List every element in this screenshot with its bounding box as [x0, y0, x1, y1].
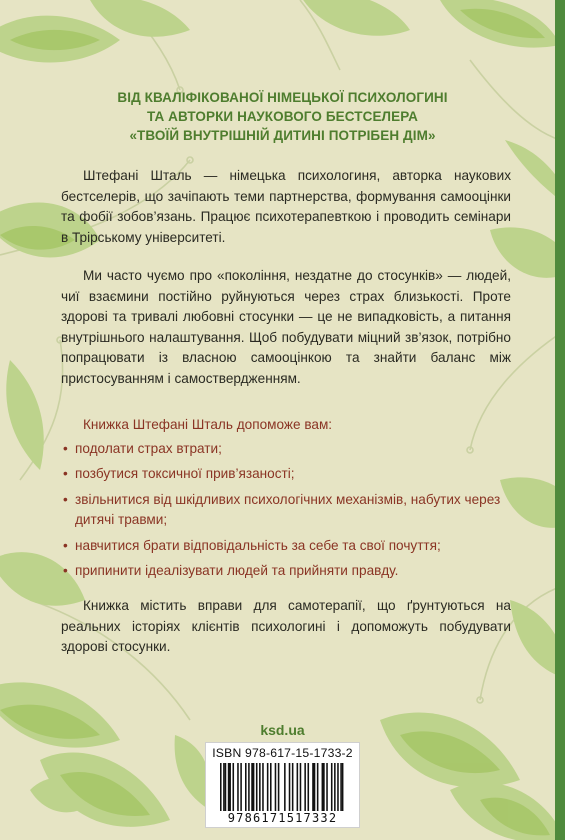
barcode-bar — [331, 763, 333, 811]
barcode-bar — [256, 763, 258, 811]
isbn-label: ISBN 978-617-15-1733-2 — [212, 746, 353, 760]
barcode-bar — [278, 763, 280, 811]
publisher-site-link[interactable]: ksd.ua — [260, 722, 305, 738]
barcode-bar — [259, 763, 261, 811]
barcode-bars — [220, 763, 345, 811]
barcode-bar — [304, 763, 306, 811]
benefits-intro: Книжка Штефані Шталь допоможе вам: — [83, 417, 333, 432]
barcode-bar — [270, 763, 272, 811]
barcode-bar — [225, 763, 227, 811]
barcode-bar — [262, 763, 264, 811]
barcode-bar — [237, 763, 239, 811]
barcode-bar — [275, 763, 277, 811]
bullet-icon: • — [63, 491, 68, 507]
barcode-bar — [240, 763, 242, 811]
list-item: • навчитися брати відповідальність за себе та свої почуття; — [61, 536, 516, 557]
barcode-bar — [289, 763, 291, 811]
barcode-bar — [337, 763, 339, 811]
barcode-bar — [340, 763, 342, 811]
barcode-bar — [284, 763, 286, 811]
barcode-bar — [312, 763, 315, 811]
barcode-bar — [228, 763, 231, 811]
list-item: • звільнитися від шкідливих психологічних механізмів, набутих через дитячі травми; — [63, 491, 501, 527]
benefits-list — [61, 439, 516, 582]
barcode-bar — [334, 763, 336, 811]
barcode-bar — [300, 763, 302, 811]
barcode-bar — [297, 763, 299, 811]
barcode-bar — [322, 763, 325, 811]
barcode-bar — [326, 763, 328, 811]
barcode-bar — [245, 763, 247, 811]
barcode-number: 9786171517332 — [227, 811, 338, 825]
bullet-icon: • — [63, 563, 68, 578]
list-item: • припинити ідеалізувати людей та прийняти правду. — [61, 561, 516, 582]
headline-line-2: ТА АВТОРКИ НАУКОВОГО БЕСТСЕЛЕРА — [146, 109, 419, 124]
barcode-bar — [342, 763, 344, 811]
barcode-bar — [223, 763, 225, 811]
intro-paragraph: Ми часто чуємо про «покоління, нездатне до стосунків» — людей, чиї взаємини постійно руйнуються через страх близькості. Проте здорові та тривалі любовні стосунки — це не випадковість, а питання внутрішнього налаштування. Щоб побудувати міцний зв’язок, потрібно попрацювати із власною самооцінкою та знайти баланс між пристосуванням і самоствердженням. — [61, 268, 511, 386]
author-paragraph: Штефані Шталь — німецька психологиня, авторка наукових бестселерів, що зачіпають теми партнерства, формування самооцінки та фобії зобов’язань. Працює психотерапевткою і проводить семінари в Трірському університеті. — [61, 168, 511, 245]
barcode-bar — [251, 763, 254, 811]
benefits-block — [61, 415, 516, 587]
barcode-bar — [308, 763, 310, 811]
barcode-bar — [267, 763, 269, 811]
barcode-bar — [233, 763, 235, 811]
headline — [40, 88, 525, 145]
barcode-bar — [317, 763, 319, 811]
headline-line-3: «ТВОЇЙ ВНУТРІШНІЙ ДИТИНІ ПОТРІБЕН ДІМ» — [129, 128, 436, 143]
bullet-icon: • — [63, 466, 68, 481]
bullet-icon: • — [63, 537, 68, 553]
list-item: • позбутися токсичної прив’язаності; — [61, 464, 516, 485]
barcode — [205, 742, 360, 828]
barcode-bar — [292, 763, 294, 811]
closing-paragraph: Книжка містить вправи для самотерапії, що ґрунтуються на реальних історіях клієнтів психологині і допоможуть побудувати здорові стосунки. — [61, 598, 511, 654]
barcode-bar — [248, 763, 250, 811]
list-item: • подолати страх втрати; — [61, 439, 516, 460]
headline-line-1: ВІД КВАЛІФІКОВАНОЇ НІМЕЦЬКОЇ ПСИХОЛОГИНІ — [117, 90, 448, 105]
bullet-icon: • — [63, 440, 68, 456]
barcode-bar — [220, 763, 222, 811]
